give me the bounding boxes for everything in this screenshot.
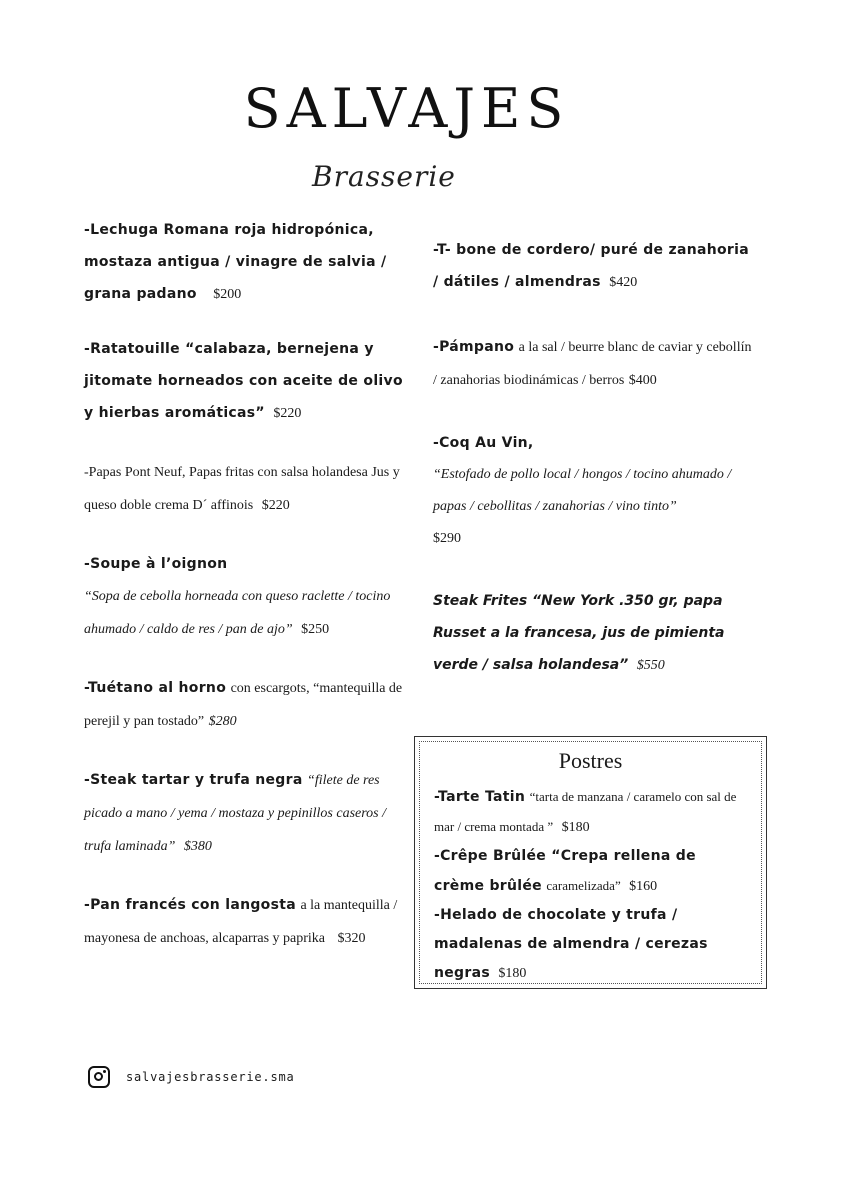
- item-title: Steak Frites “New York .350 gr, papa Russet a la francesa, jus de pimienta verde / salsa holandesa”: [433, 593, 725, 673]
- menu-item-soupe: [84, 548, 414, 646]
- item-description: “Sopa de cebolla horneada con queso raclette / tocino ahumado / caldo de res / pan de ajo”: [84, 589, 391, 637]
- instagram-handle[interactable]: salvajesbrasserie.sma: [126, 1070, 295, 1084]
- menu-item-ratatouille: [84, 333, 414, 430]
- menu-item-coq-au-vin: [433, 427, 753, 555]
- item-title: -Coq Au Vin,: [433, 435, 534, 451]
- item-price: $550: [636, 658, 665, 673]
- item-title: -Pámpano: [433, 339, 515, 355]
- item-title: -Steak tartar y trufa negra: [84, 772, 303, 788]
- item-price: $290: [433, 531, 461, 546]
- menu-item-pan-frances: [84, 889, 414, 955]
- item-description: “filete de res picado a mano / yema / mostaza y pepinillos caseros / trufa laminada”: [84, 773, 387, 854]
- menu-item-lechuga: [84, 214, 414, 311]
- desserts-box-inner: [419, 741, 762, 984]
- menu-item-t-bone: [433, 234, 753, 299]
- item-price: $180: [498, 966, 527, 981]
- item-description: “Estofado de pollo local / hongos / tocino ahumado / papas / cebollitas / zanahorias / vino tinto”: [433, 467, 732, 514]
- item-title: -Tuétano al horno: [84, 680, 227, 696]
- desserts-box: [414, 736, 767, 989]
- menu-item-steak-frites: [433, 585, 753, 682]
- menu-left-column: [84, 214, 414, 955]
- item-title: -Crêpe Brûlée “Crepa rellena de crème brûlée: [434, 848, 696, 894]
- item-title: -Pan francés con langosta: [84, 897, 296, 913]
- item-title: -Tarte Tatin: [434, 789, 526, 805]
- item-title: -Helado de chocolate y trufa / madalenas de almendra / cerezas negras: [434, 907, 708, 981]
- item-price: $280: [208, 714, 237, 729]
- item-price: $160: [629, 879, 658, 894]
- menu-item-pampano: [433, 331, 753, 397]
- menu-right-column: [433, 234, 753, 682]
- brand-subtitle: Brasserie: [312, 160, 456, 193]
- menu-item-tuetano: [84, 672, 414, 738]
- item-description: a la mantequilla / mayonesa de anchoas, alcaparras y paprika: [84, 898, 398, 946]
- item-title: -Ratatouille “calabaza, bernejena y jitomate horneados con aceite de olivo y hierbas aromáticas”: [84, 341, 403, 421]
- desserts-title: Postres: [558, 748, 623, 773]
- menu-item-papas: [84, 456, 414, 522]
- item-title: -Lechuga Romana roja hidropónica, mostaza antigua / vinagre de salvia / grana padano: [84, 222, 387, 302]
- item-description: a la sal / beurre blanc de caviar y cebollín / zanahorias biodinámicas / berros: [433, 340, 752, 388]
- item-price: $220: [273, 406, 302, 421]
- dessert-helado: [434, 901, 747, 988]
- instagram-icon[interactable]: [88, 1066, 110, 1088]
- menu-item-steak-tartar: [84, 764, 414, 863]
- item-price: $200: [213, 287, 242, 302]
- item-price: $220: [261, 498, 290, 513]
- item-description: -Papas Pont Neuf, Papas fritas con salsa holandesa Jus y queso doble crema D´ affinois: [84, 465, 400, 513]
- item-price: $400: [628, 373, 657, 388]
- item-price: $380: [183, 839, 212, 854]
- item-price: $180: [561, 820, 590, 835]
- item-description: caramelizada”: [546, 878, 621, 893]
- item-price: $320: [337, 931, 366, 946]
- dessert-crepe-brulee: [434, 842, 747, 901]
- item-price: $420: [609, 275, 638, 290]
- item-title: -T- bone de cordero/ puré de zanahoria / dátiles / almendras: [433, 242, 749, 290]
- item-description: con escargots, “mantequilla de perejil y pan tostado”: [84, 681, 403, 729]
- instagram-link[interactable]: [88, 1066, 295, 1088]
- item-description: “tarta de manzana / caramelo con sal de mar / crema montada ”: [434, 789, 737, 834]
- item-title: -Soupe à l’oignon: [84, 556, 228, 572]
- brand-name: SALVAJES: [243, 77, 570, 140]
- dessert-tarte-tatin: [434, 782, 747, 842]
- brand-logo: [0, 77, 853, 193]
- item-price: $250: [301, 622, 330, 637]
